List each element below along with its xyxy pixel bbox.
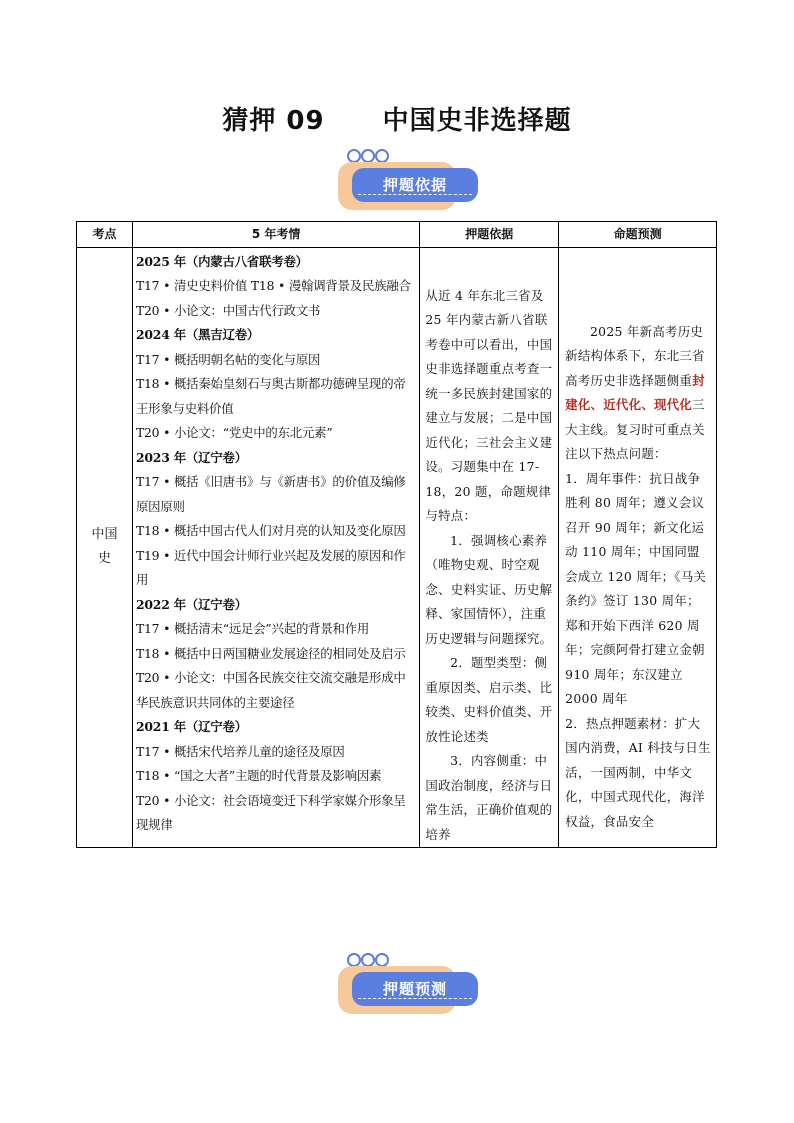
topic-cell [77,247,133,848]
prediction-highlight: 封建化、近代化、现代化 [565,372,705,412]
prediction-intro-a: 2025 年新高考历史新结构体系下，东北三省高考历史非选择题侧重 [565,323,705,388]
exam-line: T20 • 小论文：“党史中的东北元素” [135,425,333,440]
exam-line: T20 • 小论文：中国各民族交往交流交融是形成中华民族意识共同体的主要途径 [135,670,406,710]
basis-intro: 从近 4 年东北三省及 25 年内蒙古新八省联考卷中可以看出，中国史非选择题重点考查一统一多民族封建国家的建立与发展；二是中国近代化；三社会主义建设。习题集中在 17-18，20 题，命题规律与特点： [425,287,553,523]
banner-prediction [338,950,478,1014]
basis-cell [420,247,559,848]
prediction-point-2: 2．热点押题素材：扩大国内消费，AI 科技与日生活，一国两制，中华文化，中国式现代化，海洋权益，食品安全 [565,715,711,829]
prediction-cell [559,247,717,848]
exam-line: T19 • 近代中国会计师行业兴起及发展的原因和作用 [135,547,406,587]
exam-history-cell [132,247,419,848]
exam-line: T18 • 概括中国古代人们对月亮的认知及变化原因 [135,523,406,538]
prediction-intro [565,320,712,467]
exam-line: 2022 年（辽宁卷） [135,596,247,612]
header-five-year: 5 年考情 [132,222,419,248]
exam-line: T18 • 概括中日两国糖业发展途径的相同处及启示 [135,645,406,661]
exam-line: 2024 年（黑吉辽卷） [135,327,260,342]
basis-point-1: 1．强调核心素养（唯物史观、时空观念、史料实证、历史解释、家国情怀），注重历史逻辑与问题探究。 [425,532,553,646]
exam-table [76,221,717,848]
exam-line: T17 • 清史史料价值 T18 • 漫翰调背景及民族融合 [135,278,411,293]
exam-line: 2021 年（辽宁卷） [135,719,247,734]
page-title [0,100,794,137]
basis-point-3: 3．内容侧重：中国政治制度，经济与日常生活，正确价值观的培养 [425,753,553,842]
title-right: 中国史非选择题 [382,106,572,136]
exam-line: T17 • 概括明朝名帖的变化与原因 [135,351,321,367]
exam-line: T20 • 小论文：社会语境变迁下科学家媒介形象呈现规律 [135,792,406,832]
table-row [77,247,717,848]
exam-line: T17 • 概括清末“远足会”兴起的背景和作用 [135,621,370,636]
exam-line: T18 • 概括秦始皇刻石与奥古斯都功德碑呈现的帝王形象与史料价值 [135,376,406,416]
banner-prediction-label: 押题预测 [352,972,478,1006]
table-header-row [77,222,717,248]
exam-line: T17 • 概括《旧唐书》与《新唐书》的价值及编修原因原则 [135,474,406,514]
header-prediction: 命题预测 [559,222,717,248]
prediction-intro-b: 三大主线。复习时可重点关注以下热点问题： [565,397,705,461]
exam-line: T17 • 概括宋代培养儿童的途径及原因 [135,743,345,759]
basis-point-2: 2．题型类型：侧重原因类、启示类、比较类、史料价值类、开放性论述类 [425,655,553,744]
banner-basis [338,146,478,210]
exam-line: T18 • “国之大者”主题的时代背景及影响因素 [135,768,382,783]
prediction-point-1: 1．周年事件：抗日战争胜利 80 周年；遵义会议召开 90 周年；新文化运动 110 周年；中国同盟会成立 120 周年；《马关条约》签订 130 周年；郑和开始下西洋 620 周年；完颜阿骨打建立金朝 910 周年；东汉建立 2000 周年 [565,470,707,706]
exam-line: 2023 年（辽宁卷） [135,449,247,465]
exam-line: T20 • 小论文：中国古代行政文书 [135,302,321,318]
title-left: 猜押 09 [222,106,325,136]
topic-label: 中国史 [91,527,118,567]
header-basis: 押题依据 [420,222,559,248]
exam-line: 2025 年（内蒙古八省联考卷） [135,253,308,269]
header-topic: 考点 [77,222,133,248]
banner-basis-label: 押题依据 [352,168,478,202]
